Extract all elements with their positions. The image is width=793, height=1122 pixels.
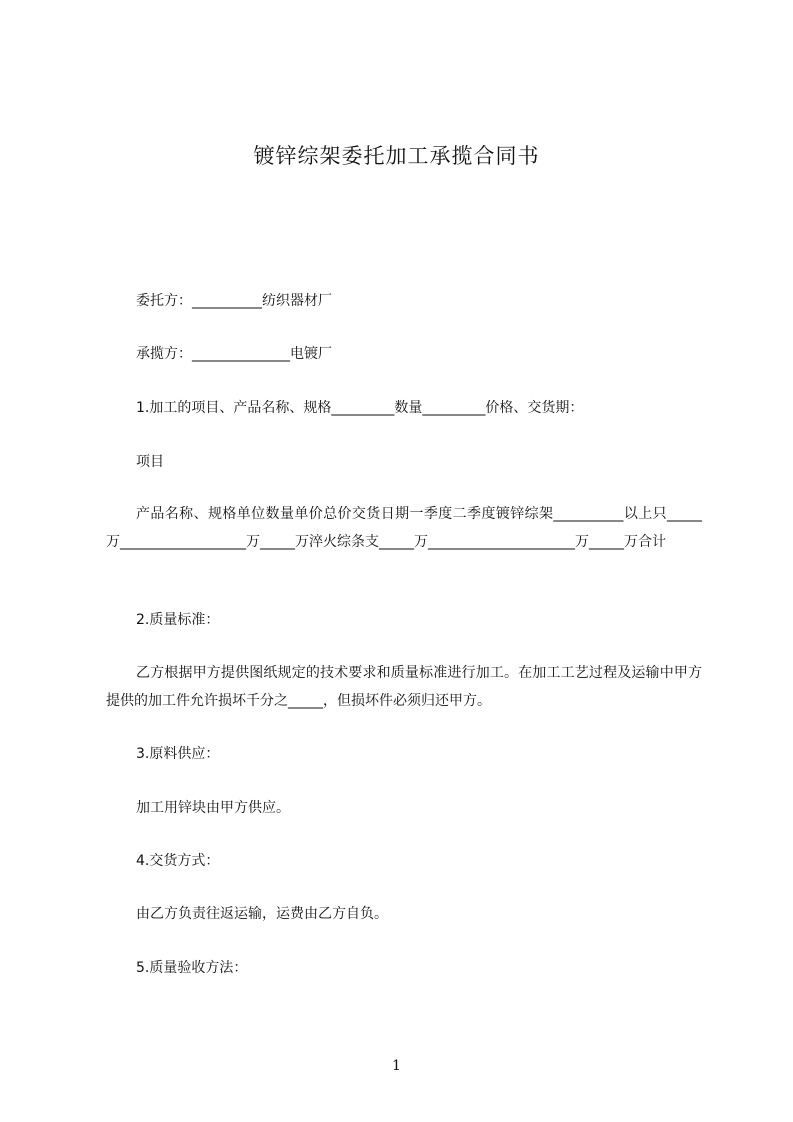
item5-heading: 5.质量验收方法：	[136, 960, 248, 976]
project-label: 项目	[136, 454, 164, 470]
item1-table-text: 产品名称、规格单位数量单价总价交货日期一季度二季度镀锌综架__________以上只_____万__________________万_____万淬火综条支_____万_____________________万_____万合计	[106, 506, 702, 550]
item2-heading: 2.质量标准：	[136, 612, 220, 628]
client-line: 委托方：__________纺织器材厂	[136, 293, 332, 309]
item2-text: 乙方根据甲方提供图纸规定的技术要求和质量标准进行加工。在加工工艺过程及运输中甲方提供的加工件允许损坏千分之_____，但损坏件必须归还甲方。	[106, 665, 702, 709]
item3-heading: 3.原料供应：	[136, 746, 220, 762]
page-number: 1	[392, 1058, 401, 1074]
item1-heading: 1.加工的项目、产品名称、规格_________数量_________价格、交货期：	[136, 400, 584, 416]
item3-text: 加工用锌块由甲方供应。	[136, 800, 290, 816]
contractor-line: 承揽方：______________电镀厂	[136, 346, 332, 362]
document-title: 镀锌综架委托加工承揽合同书	[253, 144, 540, 168]
item4-heading: 4.交货方式：	[136, 853, 220, 869]
item4-text: 由乙方负责往返运输，运费由乙方自负。	[136, 906, 388, 922]
